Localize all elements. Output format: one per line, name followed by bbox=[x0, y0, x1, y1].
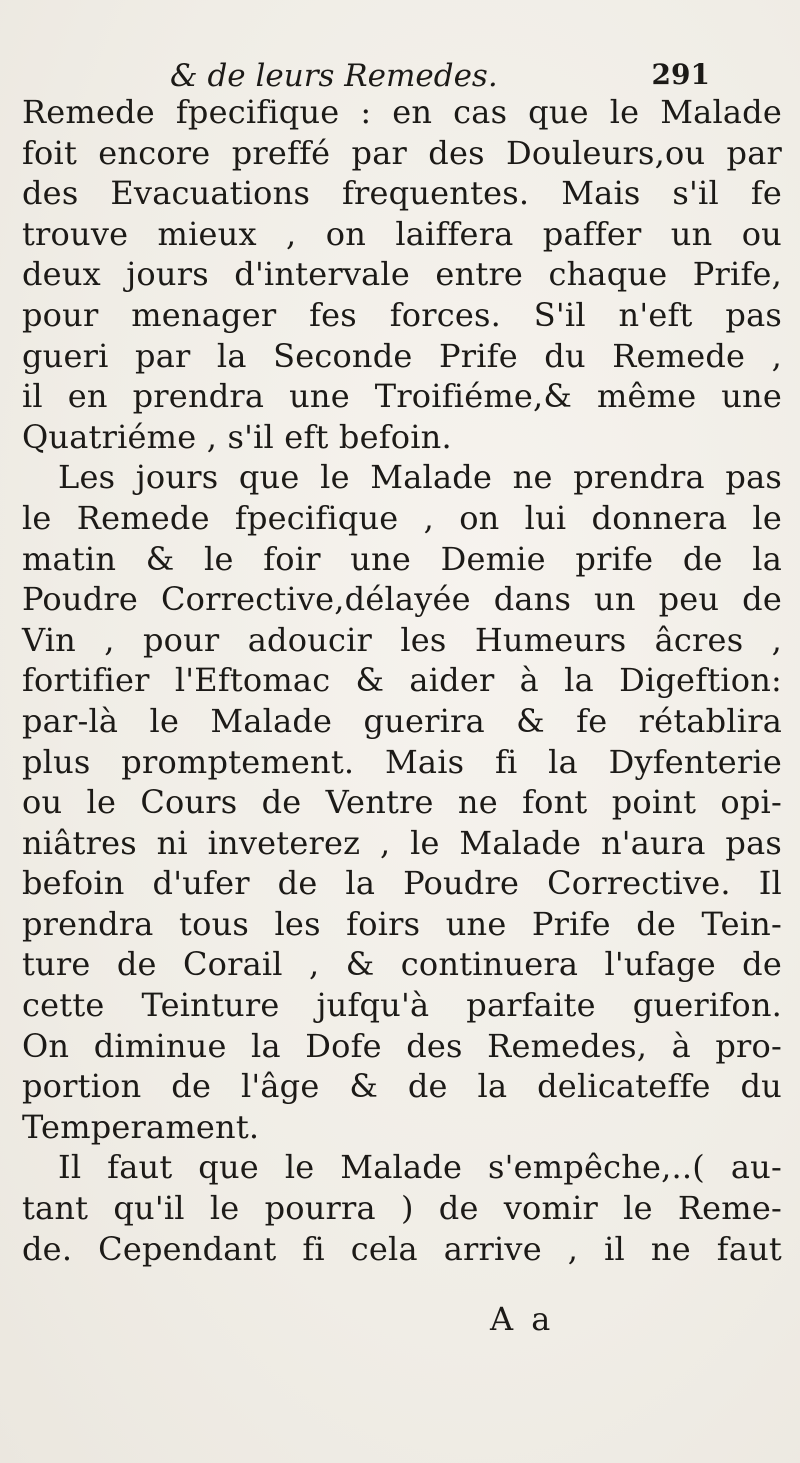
text-line: Poudre Corrective,délayée dans un peu de bbox=[22, 580, 782, 619]
text-line: le Remede fpecifique , on lui donnera le bbox=[22, 498, 782, 537]
text-line: Remede fpecifique : en cas que le Malade bbox=[22, 93, 782, 131]
page-number: 291 bbox=[651, 58, 710, 91]
text-line: par-là le Malade guerira & fe rétablira bbox=[22, 701, 782, 740]
text-line: Vin , pour adoucir les Humeurs âcres , bbox=[22, 620, 782, 659]
text-line: il en prendra une Troifiéme,& même une bbox=[22, 377, 782, 416]
text-line: portion de l'âge & de la delicateffe du bbox=[22, 1067, 782, 1106]
text-line: niâtres ni inveterez , le Malade n'aura pas bbox=[22, 823, 782, 862]
text-line: pour menager fes forces. S'il n'eft pas bbox=[22, 295, 782, 334]
text-line: de. Cependant fi cela arrive , il ne faut bbox=[22, 1229, 782, 1268]
text-line: prendra tous les foirs une Prife de Tein- bbox=[22, 904, 782, 943]
text-line: befoin d'ufer de la Poudre Corrective. Il bbox=[22, 864, 782, 903]
text-line: Il faut que le Malade s'empêche,..( au- bbox=[58, 1148, 782, 1187]
text-line: tant qu'il le pourra ) de vomir le Reme- bbox=[22, 1189, 782, 1228]
signature-mark: A a bbox=[490, 1300, 555, 1338]
text-line: foit encore preffé par des Douleurs,ou par bbox=[22, 133, 782, 172]
text-line: ture de Corail , & continuera l'ufage de bbox=[22, 945, 782, 984]
text-line: plus promptement. Mais fi la Dyfenterie bbox=[22, 742, 782, 781]
text-line: Temperament. bbox=[22, 1107, 260, 1146]
text-line: gueri par la Seconde Prife du Remede , bbox=[22, 336, 782, 375]
text-line: Les jours que le Malade ne prendra pas bbox=[58, 458, 782, 497]
text-line: cette Teinture jufqu'à parfaite guerifon. bbox=[22, 986, 782, 1025]
text-line: deux jours d'intervale entre chaque Prife, bbox=[22, 255, 782, 294]
running-title: & de leurs Remedes. bbox=[170, 58, 498, 94]
text-line: fortifier l'Eftomac & aider à la Digeftion: bbox=[22, 661, 782, 700]
text-line: Quatriéme , s'il eft befoin. bbox=[22, 417, 452, 456]
text-line: des Evacuations frequentes. Mais s'il fe bbox=[22, 174, 782, 213]
text-line: On diminue la Dofe des Remedes, à pro- bbox=[22, 1026, 782, 1065]
text-line: ou le Cours de Ventre ne font point opi- bbox=[22, 783, 782, 822]
text-line: trouve mieux , on laiffera paffer un ou bbox=[22, 214, 782, 253]
body-text bbox=[22, 92, 782, 1269]
text-line: matin & le foir une Demie prife de la bbox=[22, 539, 782, 578]
